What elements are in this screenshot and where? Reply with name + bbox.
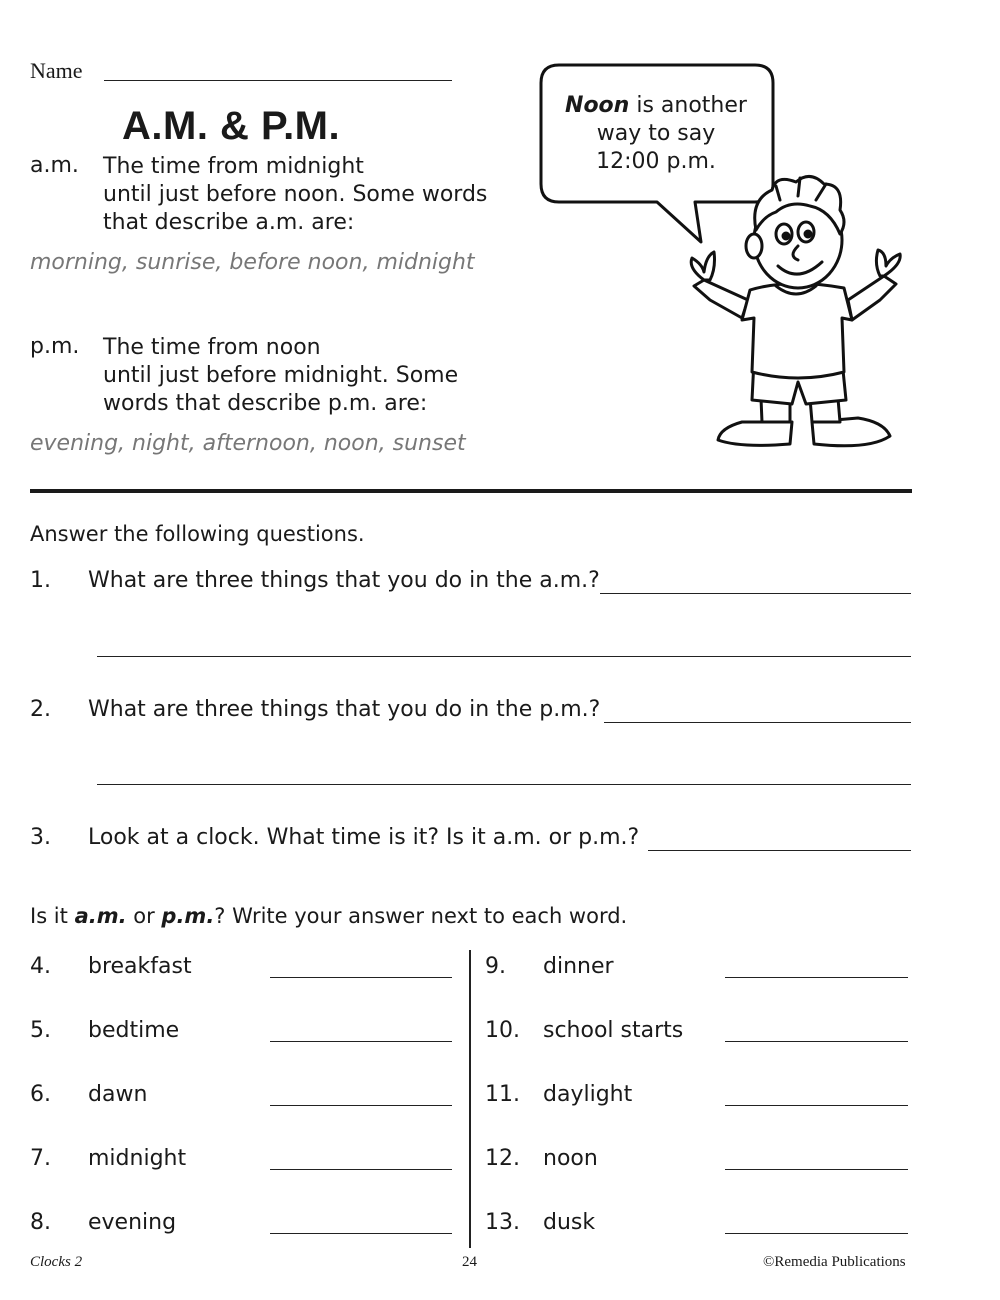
word-number: 4. xyxy=(30,954,51,979)
question-number: 3. xyxy=(30,825,51,850)
answer-line[interactable] xyxy=(604,722,911,723)
answer-line[interactable] xyxy=(270,1169,452,1170)
pm-def-line: The time from noon xyxy=(103,335,321,360)
word-label: daylight xyxy=(543,1082,633,1107)
heading-part: ? Write your answer next to each word. xyxy=(214,904,628,928)
cartoon-boy-illustration xyxy=(680,160,915,455)
answer-line[interactable] xyxy=(725,1233,908,1234)
bubble-line3: 12:00 p.m. xyxy=(596,149,716,174)
bubble-line2: way to say xyxy=(596,121,716,146)
answer-line[interactable] xyxy=(725,1041,908,1042)
bubble-line1: is another xyxy=(629,93,747,118)
am-examples: morning, sunrise, before noon, midnight xyxy=(30,250,475,275)
word-label: dinner xyxy=(543,954,614,979)
answer-line[interactable] xyxy=(725,1169,908,1170)
word-label: school starts xyxy=(543,1018,684,1043)
word-label: dusk xyxy=(543,1210,596,1235)
pm-def-line: until just before midnight. Some xyxy=(103,363,459,388)
answer-line[interactable] xyxy=(270,1105,452,1106)
question-text: What are three things that you do in the p.m.? xyxy=(88,697,601,722)
question-number: 2. xyxy=(30,697,51,722)
answer-line[interactable] xyxy=(97,656,911,657)
am-term: a.m. xyxy=(30,153,79,178)
footer-copyright: ©Remedia Publications xyxy=(763,1254,906,1270)
question-text: What are three things that you do in the a.m.? xyxy=(88,568,600,593)
answer-line[interactable] xyxy=(725,977,908,978)
answer-line[interactable] xyxy=(648,850,911,851)
footer-book-title: Clocks 2 xyxy=(30,1254,83,1270)
page-title: A.M. & P.M. xyxy=(122,104,341,148)
pm-examples: evening, night, afternoon, noon, sunset xyxy=(30,431,466,456)
pm-definition xyxy=(103,334,458,418)
word-number: 5. xyxy=(30,1018,51,1043)
word-number: 7. xyxy=(30,1146,51,1171)
word-label: breakfast xyxy=(88,954,192,979)
pm-def-line: words that describe p.m. are: xyxy=(103,391,428,416)
word-section-heading xyxy=(30,904,627,928)
bubble-noon: Noon xyxy=(565,93,630,118)
am-definition xyxy=(103,153,487,237)
word-number: 9. xyxy=(485,954,506,979)
answer-line[interactable] xyxy=(270,1233,452,1234)
heading-pm: p.m. xyxy=(161,904,215,928)
heading-am: a.m. xyxy=(74,904,127,928)
answer-line[interactable] xyxy=(270,977,452,978)
word-label: dawn xyxy=(88,1082,148,1107)
am-def-line: that describe a.m. are: xyxy=(103,210,355,235)
heading-part: Is it xyxy=(30,904,75,928)
word-number: 8. xyxy=(30,1210,51,1235)
page-number: 24 xyxy=(462,1254,477,1270)
word-label: evening xyxy=(88,1210,177,1235)
word-number: 13. xyxy=(485,1210,520,1235)
name-label: Name xyxy=(30,58,83,83)
column-divider xyxy=(469,950,471,1248)
word-label: midnight xyxy=(88,1146,187,1171)
am-def-line: The time from midnight xyxy=(103,154,364,179)
word-label: bedtime xyxy=(88,1018,180,1043)
answer-line[interactable] xyxy=(97,784,911,785)
pm-term: p.m. xyxy=(30,334,80,359)
word-number: 6. xyxy=(30,1082,51,1107)
answer-line[interactable] xyxy=(725,1105,908,1106)
question-text: Look at a clock. What time is it? Is it a.m. or p.m.? xyxy=(88,825,640,850)
answer-line[interactable] xyxy=(270,1041,452,1042)
word-label: noon xyxy=(543,1146,598,1171)
name-field[interactable] xyxy=(104,80,452,81)
questions-heading: Answer the following questions. xyxy=(30,522,365,546)
word-number: 10. xyxy=(485,1018,520,1043)
section-divider xyxy=(30,489,912,493)
answer-line[interactable] xyxy=(600,593,911,594)
am-def-line: until just before noon. Some words xyxy=(103,182,488,207)
question-number: 1. xyxy=(30,568,51,593)
word-number: 11. xyxy=(485,1082,520,1107)
heading-part: or xyxy=(126,904,162,928)
word-number: 12. xyxy=(485,1146,520,1171)
